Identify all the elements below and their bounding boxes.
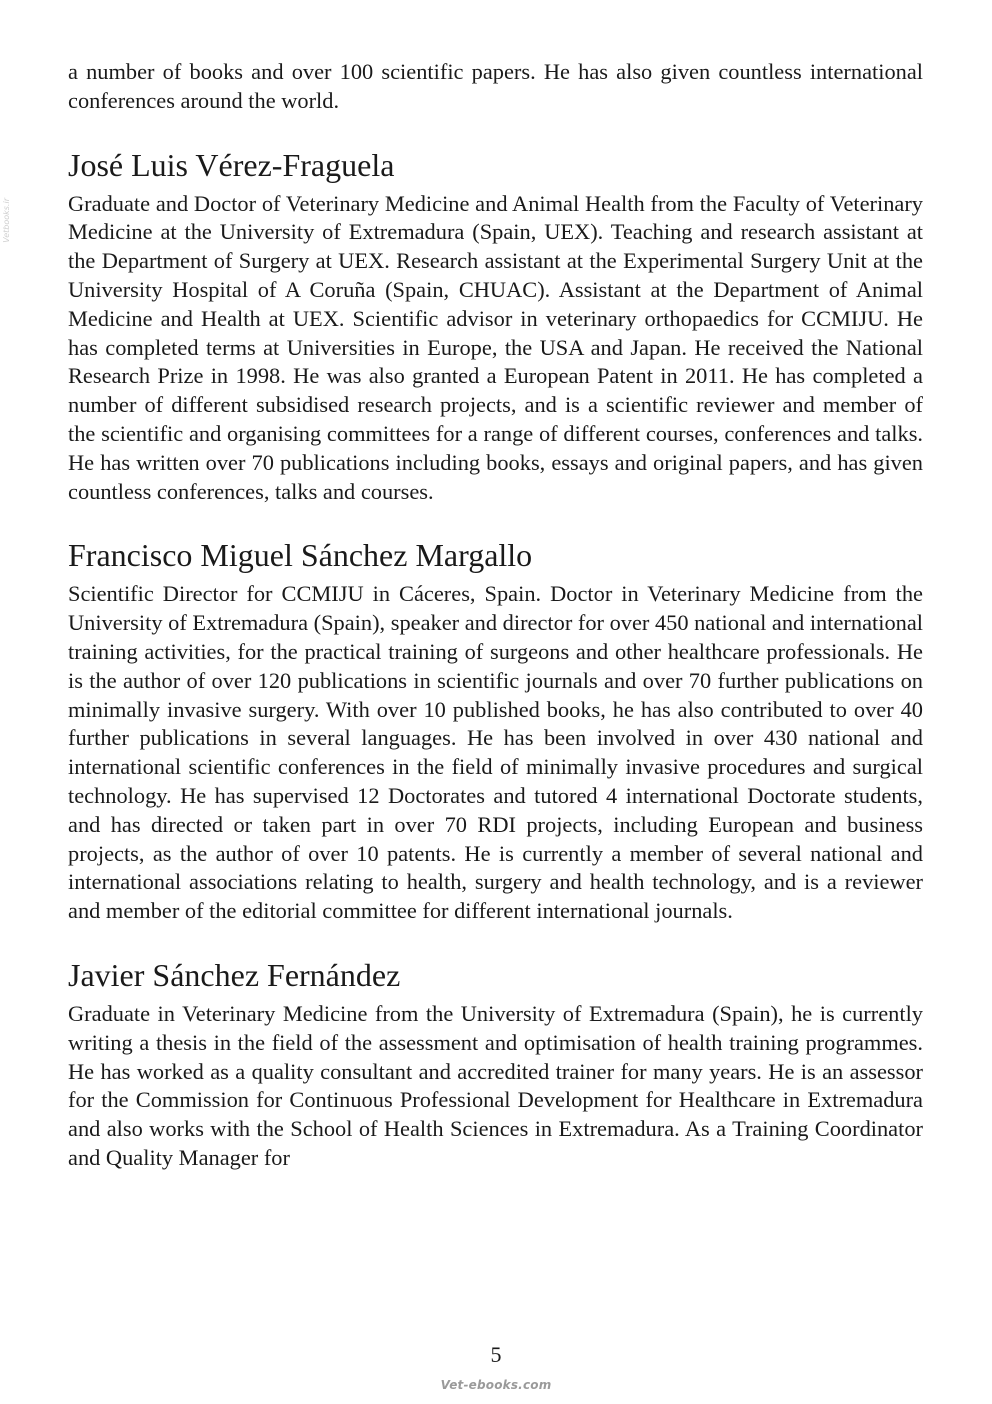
footer-watermark: Vet-ebooks.com	[440, 1378, 552, 1392]
page-content	[68, 58, 923, 1173]
page-number: 5	[490, 1342, 502, 1367]
side-watermark: Vetbooks.ir	[2, 198, 11, 243]
section-heading-verez-fraguela: José Luis Vérez-Fraguela	[68, 146, 395, 183]
section-heading-sanchez-margallo: Francisco Miguel Sánchez Margallo	[68, 537, 533, 574]
section-heading-sanchez-fernandez: Javier Sánchez Fernández	[68, 956, 401, 993]
intro-paragraph: a number of books and over 100 scientific papers. He has also given countless international conferences around the world.	[68, 59, 923, 113]
section-body-sanchez-margallo: Scientific Director for CCMIJU in Cáceres, Spain. Doctor in Veterinary Medicine from the University of Extremadura (Spain), speaker and director for over 450 national and international training activities, for the practical training of surgeons and other healthcare professionals. He is the author of over 120 publications in scientific journals and over 70 further publications on minimally invasive surgery. With over 10 published books, he has also contributed to over 40 further publications in several languages. He has been involved in over 430 national and international scientific conferences in the field of minimally invasive procedures and surgical technology. He has supervised 12 Doctorates and tutored 4 international Doctorate students, and has directed or taken part in over 70 RDI projects, including European and business projects, as the author of over 10 patents. He is currently a member of several national and international associations relating to health, surgery and health technology, and is a reviewer and member of the editorial committee for different international journals.	[68, 581, 923, 924]
section-body-sanchez-fernandez: Graduate in Veterinary Medicine from the University of Extremadura (Spain), he is currently writing a thesis in the field of the assessment and optimisation of health training programmes. He has worked as a quality consultant and accredited trainer for many years. He is an assessor for the Commission for Continuous Professional Development for Healthcare in Extremadura and also works with the School of Health Sciences in Extremadura. As a Training Coordinator and Quality Manager for	[68, 1000, 923, 1170]
section-body-verez-fraguela: Graduate and Doctor of Veterinary Medicine and Animal Health from the Faculty of Veterinary Medicine at the University of Extremadura (Spain, UEX). Teaching and research assistant at the Department of Surgery at UEX. Research assistant at the Experimental Surgery Unit at the University Hospital of A Coruña (Spain, CHUAC). Assistant at the Department of Animal Medicine and Health at UEX. Scientific advisor in veterinary orthopaedics for CCMIJU. He has completed terms at Universities in Europe, the USA and Japan. He received the National Research Prize in 1998. He was also granted a European Patent in 2011. He has completed a number of different subsidised research projects, and is a scientific reviewer and member of the scientific and organising committees for a range of different courses, conferences and talks. He has written over 70 publications including books, essays and original papers, and has given countless conferences, talks and courses.	[68, 190, 923, 504]
